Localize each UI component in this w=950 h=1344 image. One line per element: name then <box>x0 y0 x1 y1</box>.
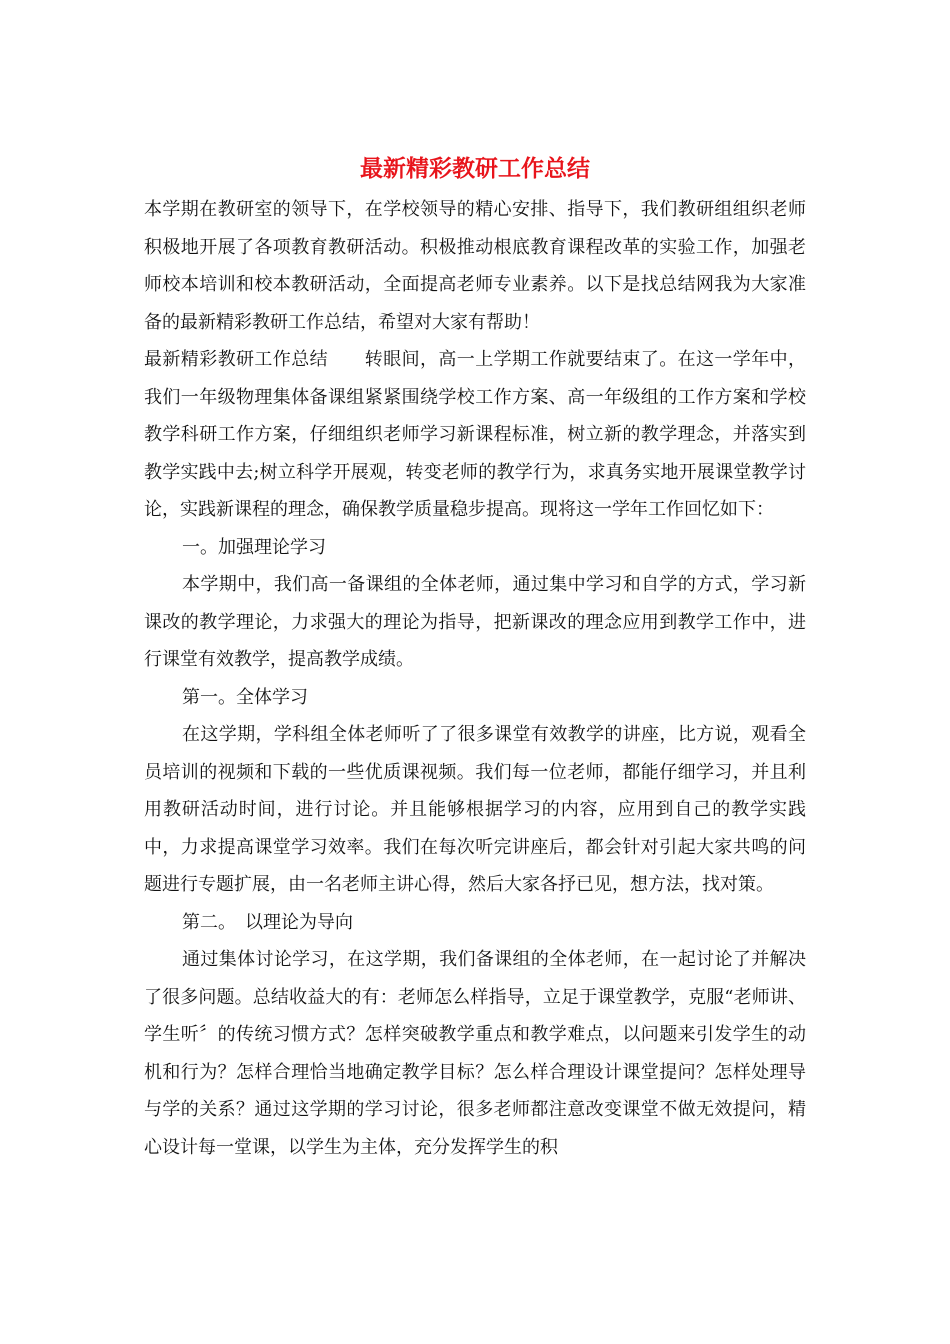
subsection-heading-2: 第二。 以理论为导向 <box>182 911 353 933</box>
intro-paragraph: 本学期在教研室的领导下，在学校领导的精心安排、指导下，我们教研组组织老师积极地开展了各项教育教研活动。积极推动根底教育课程改革的实验工作，加强老师校本培训和校本教研活动，全面提高老师专业素养。以下是找总结网我为大家准备的最新精彩教研工作总结，希望对大家有帮助！ <box>144 199 806 333</box>
document-title: 最新精彩教研工作总结 <box>360 155 590 182</box>
subsection-paragraph-1: 在这学期，学科组全体老师听了了很多课堂有效教学的讲座，比方说，观看全员培训的视频和下载的一些优质课视频。我们每一位老师，都能仔细学习，并且利用教研活动时间，进行讨论。并且能够根据学习的内容，应用到自己的教学实践中，力求提高课堂学习效率。我们在每次听完讲座后，都会针对引起大家共鸣的问题进行专题扩展，由一名老师主讲心得，然后大家各抒已见，想方法，找对策。 <box>144 724 806 895</box>
section-heading-1: 一。加强理论学习 <box>182 536 326 558</box>
section-paragraph-1: 本学期中，我们高一备课组的全体老师，通过集中学习和自学的方式，学习新课改的教学理论，力求强大的理论为指导，把新课改的理念应用到教学工作中，进行课堂有效教学，提高教学成绩。 <box>144 574 806 670</box>
subsection-heading-1: 第一。全体学习 <box>182 686 308 708</box>
summary-paragraph: 最新精彩教研工作总结 转眼间，高一上学期工作就要结束了。在这一学年中，我们一年级物理集体备课组紧紧围绕学校工作方案、高一年级组的工作方案和学校教学科研工作方案，仔细组织老师学习新课程标准，树立新的教学理念，并落实到教学实践中去;树立科学开展观，转变老师的教学行为，求真务实地开展课堂教学讨论，实践新课程的理念，确保教学质量稳步提高。现将这一学年工作回忆如下： <box>144 349 806 520</box>
subsection-paragraph-2: 通过集体讨论学习，在这学期，我们备课组的全体老师，在一起讨论了并解决了很多问题。总结收益大的有：老师怎么样指导，立足于课堂教学，克服“老师讲、学生听〞的传统习惯方式？怎样突破教学重点和教学难点，以问题来引发学生的动机和行为？怎样合理恰当地确定教学目标？怎么样合理设计课堂提问？怎样处理导与学的关系？通过这学期的学习讨论，很多老师都注意改变课堂不做无效提问，精心设计每一堂课，以学生为主体，充分发挥学生的积 <box>144 949 806 1158</box>
document-body <box>144 191 806 1166</box>
